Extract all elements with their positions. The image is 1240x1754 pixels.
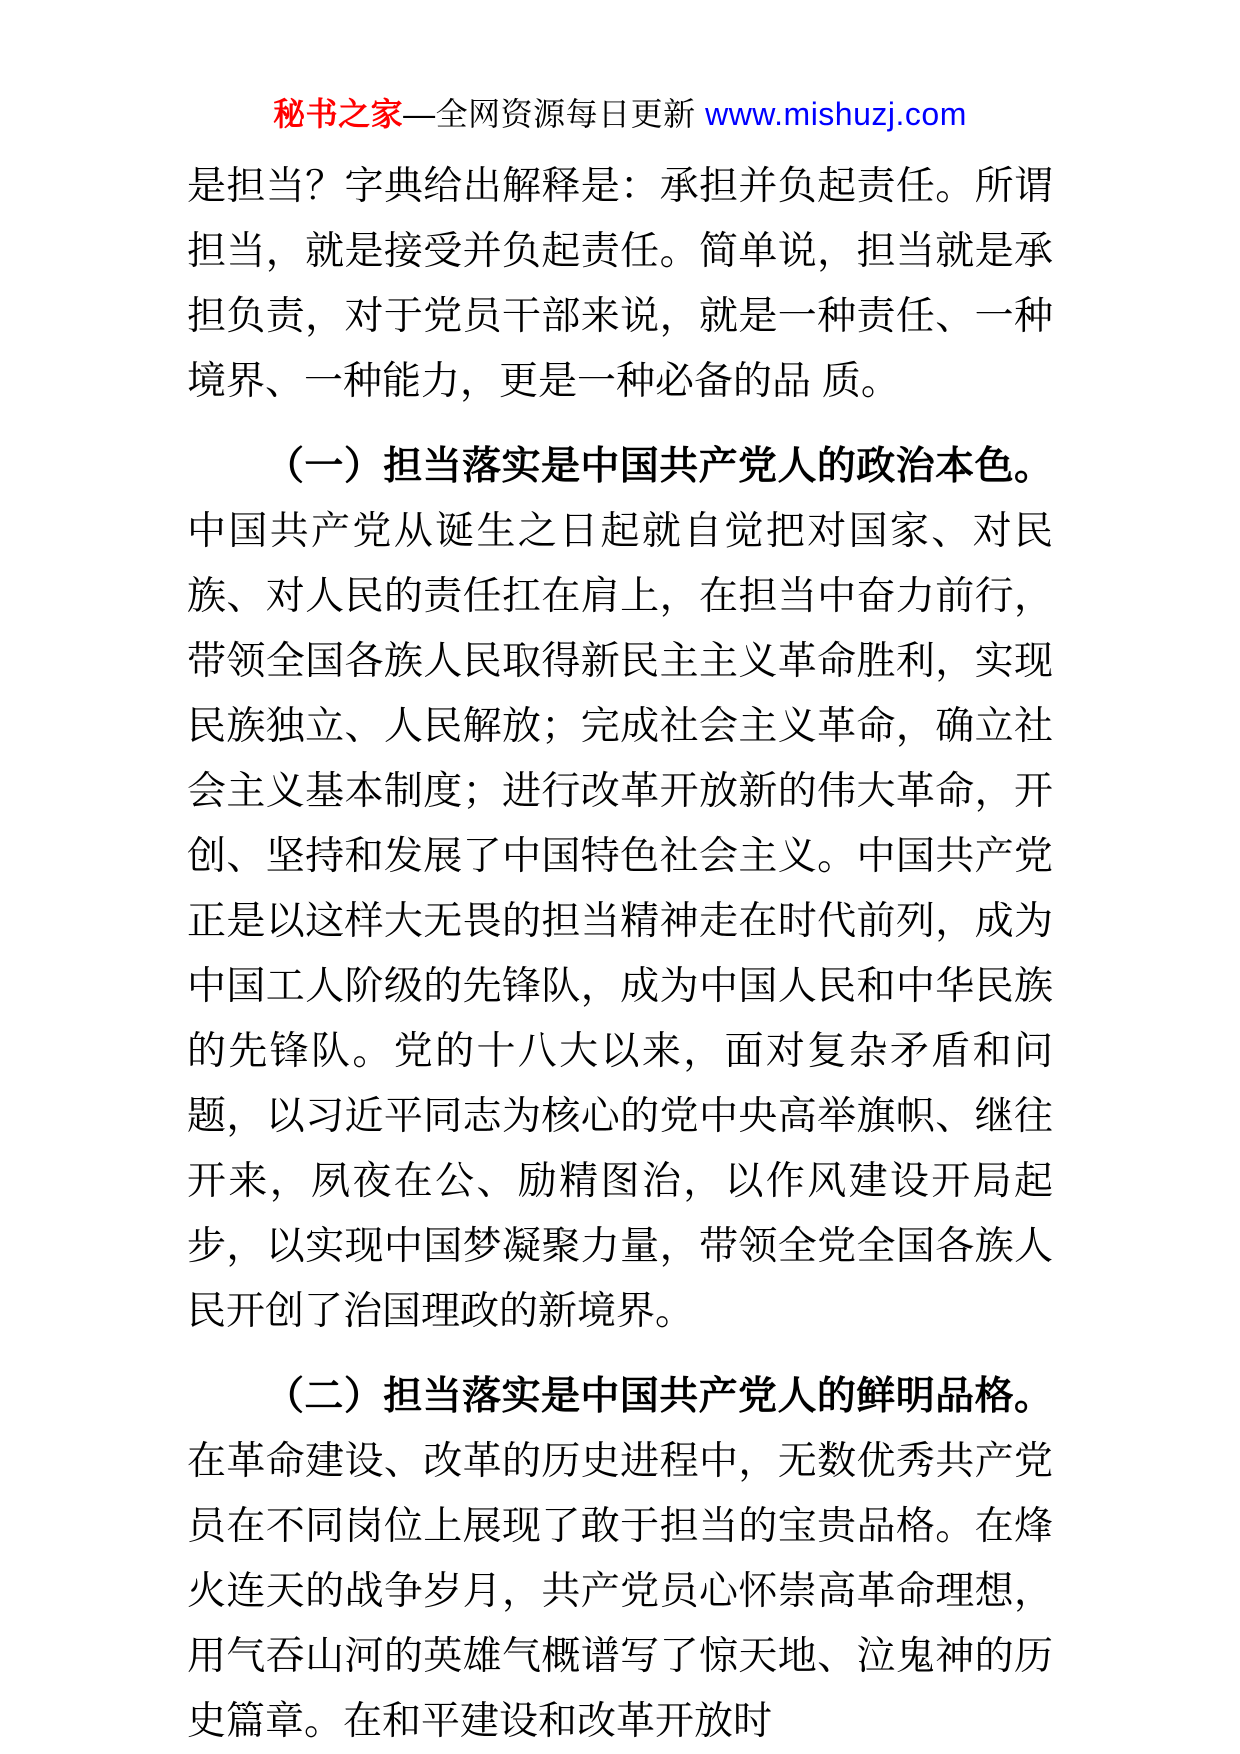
paragraph-heading-text: （二）担当落实是中国共产党人的鲜明品格。 bbox=[265, 1375, 1053, 1418]
site-brand: 秘书之家 bbox=[273, 96, 404, 132]
document-body bbox=[187, 154, 1053, 1754]
paragraph-text: 是担当？字典给出解释是：承担并负起责任。所谓担当，就是接受并负起责任。简单说，担当就是承担负责，对于党员干部来说，就是一种责任、一种境界、一种能力，更是一种必备的品 质。 bbox=[187, 165, 1053, 403]
paragraph bbox=[187, 154, 1053, 414]
paragraph bbox=[187, 434, 1053, 1344]
paragraph-text: 中国共产党从诞生之日起就自觉把对国家、对民族、对人民的责任扛在肩上，在担当中奋力前行，带领全国各族人民取得新民主主义革命胜利，实现民族独立、人民解放；完成社会主义革命，确立社会主义基本制度；进行改革开放新的伟大革命，开创、坚持和发展了中国特色社会主义。中国共产党正是以这样大无畏的担当精神走在时代前列，成为中国工人阶级的先锋队，成为中国人民和中华民族的先锋队。党的十八大以来，面对复杂矛盾和问题，以习近平同志为核心的党中央高举旗帜、继往开来，夙夜在公、励精图治，以作风建设开局起步，以实现中国梦凝聚力量，带领全党全国各族人民开创了治国理政的新境界。 bbox=[187, 510, 1053, 1333]
paragraph bbox=[187, 1364, 1053, 1754]
site-url-link[interactable]: www.mishuzj.com bbox=[705, 96, 967, 132]
paragraph-heading-text: （一）担当落实是中国共产党人的政治本色。 bbox=[265, 445, 1053, 488]
paragraph-text: 在革命建设、改革的历史进程中，无数优秀共产党员在不同岗位上展现了敢于担当的宝贵品格。在烽火连天的战争岁月，共产党员心怀崇高革命理想，用气吞山河的英雄气概谱写了惊天地、泣鬼神的历史篇章。在和平建设和改革开放时 bbox=[187, 1440, 1053, 1743]
site-tagline: —全网资源每日更新 bbox=[403, 96, 706, 132]
document-header bbox=[187, 90, 1053, 138]
